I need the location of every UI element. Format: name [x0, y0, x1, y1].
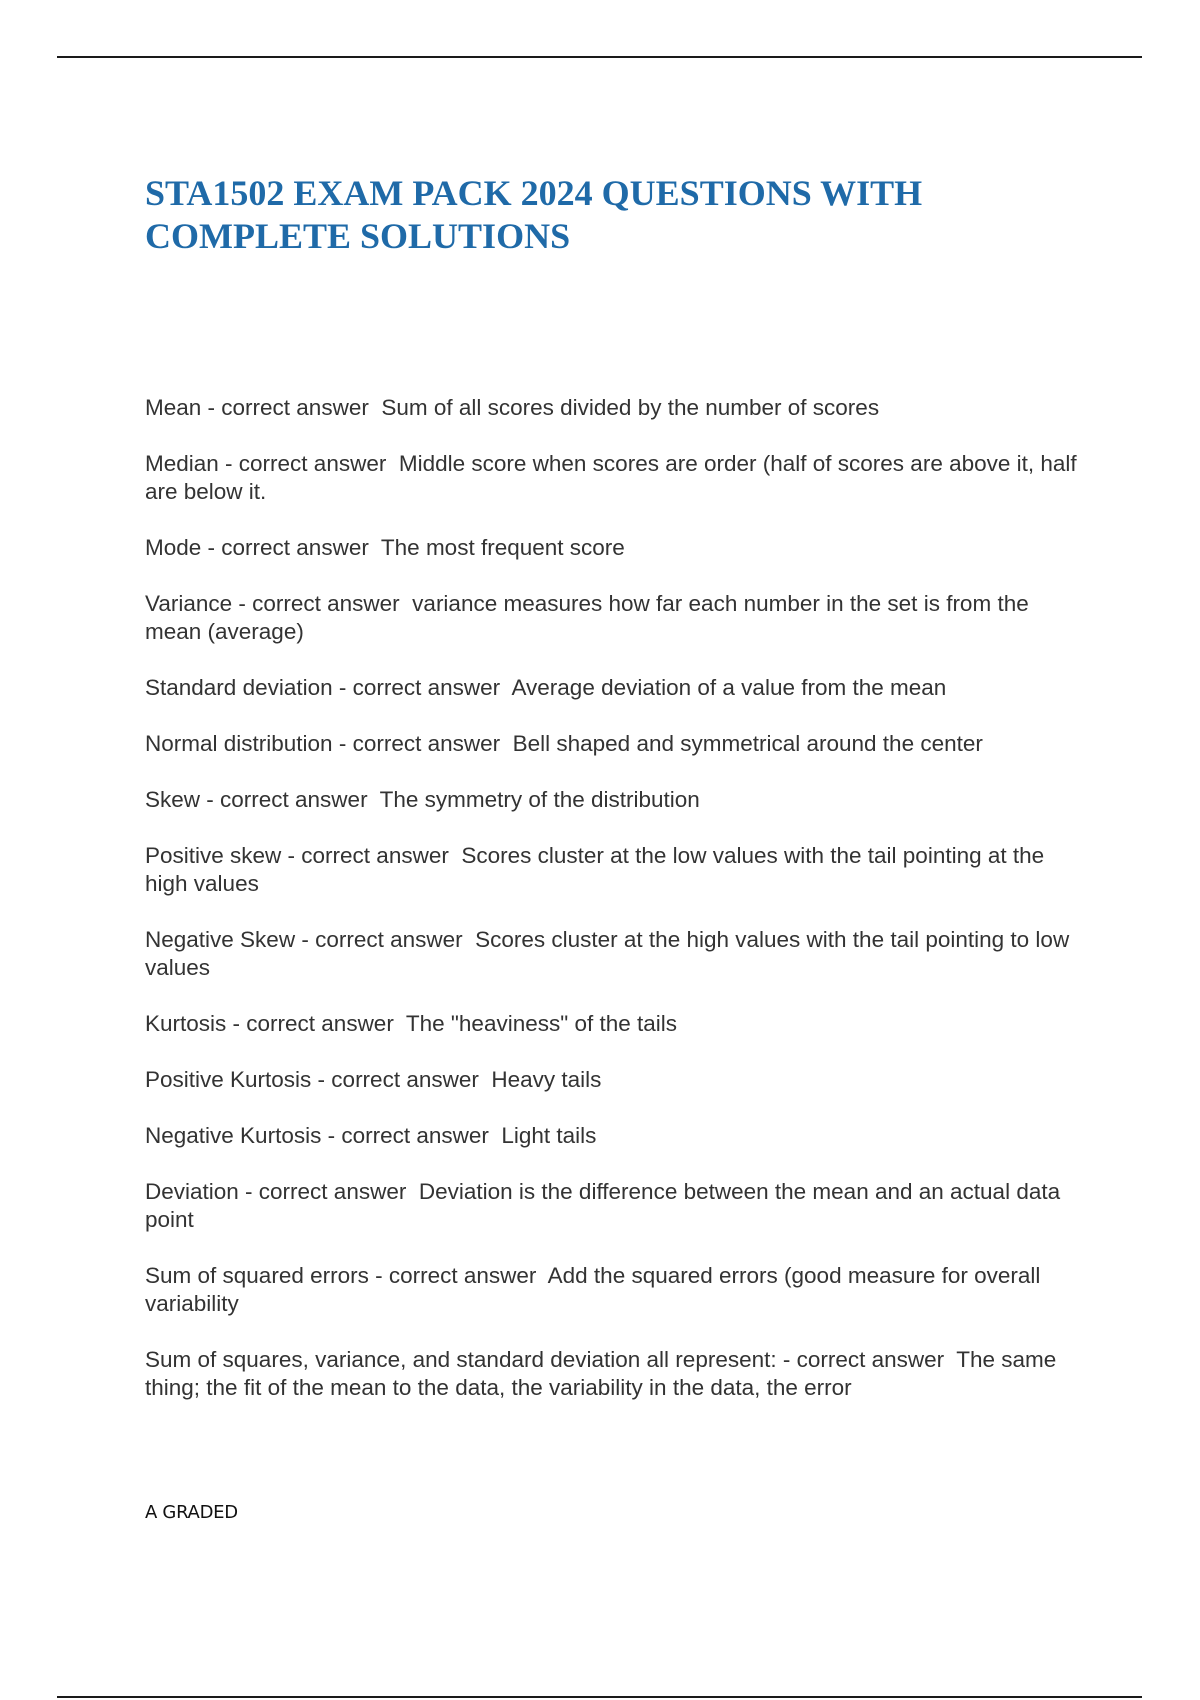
title-line-2: COMPLETE SOLUTIONS [145, 216, 571, 256]
title-line-1: STA1502 EXAM PACK 2024 QUESTIONS WITH [145, 173, 923, 213]
qa-item-mode: Mode - correct answer The most frequent score [145, 535, 625, 560]
qa-item-skew: Skew - correct answer The symmetry of the distribution [145, 787, 700, 812]
qa-item-sum-of-squared-errors: Sum of squared errors - correct answer Add the squared errors (good measure for overall variability [145, 1263, 1047, 1316]
qa-item-variance: Variance - correct answer variance measures how far each number in the set is from the mean (average) [145, 591, 1035, 644]
qa-item-sum-of-squares: Sum of squares, variance, and standard deviation all represent: - correct answer The same thing; the fit of the mean to the data, the variability in the data, the error [145, 1347, 1063, 1400]
bottom-divider [57, 1696, 1142, 1698]
document-title [145, 172, 1045, 258]
qa-item-mean: Mean - correct answer Sum of all scores divided by the number of scores [145, 395, 880, 420]
top-divider [57, 56, 1142, 58]
qa-item-standard-deviation: Standard deviation - correct answer Average deviation of a value from the mean [145, 675, 947, 700]
grade-label: A GRADED [145, 1502, 238, 1523]
qa-item-negative-kurtosis: Negative Kurtosis - correct answer Light tails [145, 1123, 597, 1148]
qa-list [145, 394, 1085, 1402]
qa-item-positive-kurtosis: Positive Kurtosis - correct answer Heavy tails [145, 1067, 602, 1092]
qa-item-normal-distribution: Normal distribution - correct answer Bell shaped and symmetrical around the center [145, 731, 983, 756]
qa-item-kurtosis: Kurtosis - correct answer The "heaviness" of the tails [145, 1011, 678, 1036]
qa-item-deviation: Deviation - correct answer Deviation is the difference between the mean and an actual data point [145, 1179, 1067, 1232]
qa-item-median: Median - correct answer Middle score when scores are order (half of scores are above it, half are below it. [145, 451, 1083, 504]
qa-item-negative-skew: Negative Skew - correct answer Scores cluster at the high values with the tail pointing to low values [145, 927, 1076, 980]
qa-item-positive-skew: Positive skew - correct answer Scores cluster at the low values with the tail pointing at the high values [145, 843, 1051, 896]
